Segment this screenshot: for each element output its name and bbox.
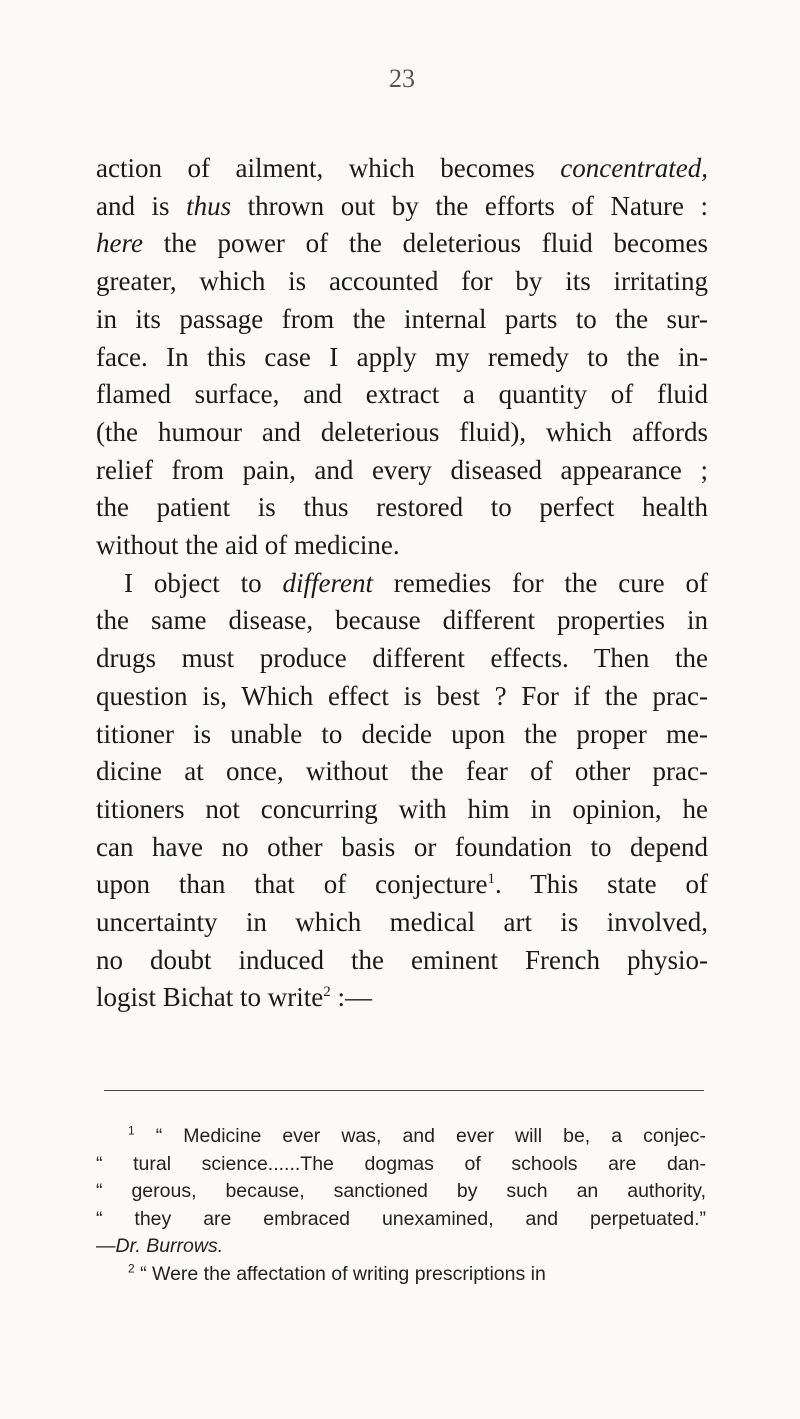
text-line: dicine at once, without the fear of other prac- [96,756,708,787]
page-number: 23 [389,64,415,93]
text-line: drugs must produce different effects. Then the [96,643,708,674]
text-line: action of ailment, which becomes concentrated, [96,153,708,183]
text-line: flamed surface, and extract a quantity of fluid [96,379,708,410]
footnote-ref-2[interactable]: 2 [323,984,331,1001]
text-line: and is thus thrown out by the efforts of Nature : [96,190,708,221]
text-line: I object to different remedies for the cure of [124,567,708,598]
footnotes [96,1123,706,1288]
footnote-1-line: “ gerous, because, sanctioned by such an authority, [96,1180,706,1202]
paragraph-2 [96,565,708,1017]
paragraph-1 [96,150,708,565]
footnote-1-line: “ tural science......The dogmas of schools are dan- [96,1152,706,1175]
text-line: in its passage from the internal parts to the sur- [96,303,708,334]
text-line: the same disease, because different properties in [96,605,708,636]
footnote-divider [104,1090,704,1091]
text-line: greater, which is accounted for by its irritating [96,266,708,297]
text-line: logist Bichat to write$^2$ :— [96,982,372,1013]
text-line: can have no other basis or foundation to depend [96,831,708,862]
text-line: no doubt induced the eminent French physio- [96,944,708,975]
text-line: the patient is thus restored to perfect health [96,492,708,523]
footnote-1-attribution: —Dr. Burrows. [96,1235,224,1257]
footnote-2-mark: 2 [128,1261,135,1275]
text-line: titioner is unable to decide upon the proper me- [96,718,708,749]
text-line: relief from pain, and every diseased appearance ; [96,454,708,485]
footnote-2-line: $^2$ “ Were the affectation of writing prescriptions in [128,1261,546,1285]
text-line: upon than that of conjecture$^1$. This state of [96,869,708,900]
text-line: face. In this case I apply my remedy to the in- [96,341,708,372]
text-line: uncertainty in which medical art is involved, [96,907,708,938]
text-line: here the power of the deleterious fluid becomes [96,228,708,259]
text-line: (the humour and deleterious fluid), which affords [96,416,708,447]
footnote-1-line: $^1$ “ Medicine ever was, and ever will be, a conjec- [128,1123,706,1147]
text-line: titioners not concurring with him in opinion, he [96,793,708,824]
footnote-ref-1[interactable]: 1 [487,871,496,888]
text-line: without the aid of medicine. [96,530,400,561]
footnote-1-mark: 1 [128,1123,135,1138]
footnote-1-line: “ they are embraced unexamined, and perpetuated.” [96,1207,706,1230]
text-line: question is, Which effect is best ? For if the prac- [96,680,708,711]
body-text [96,150,708,1017]
